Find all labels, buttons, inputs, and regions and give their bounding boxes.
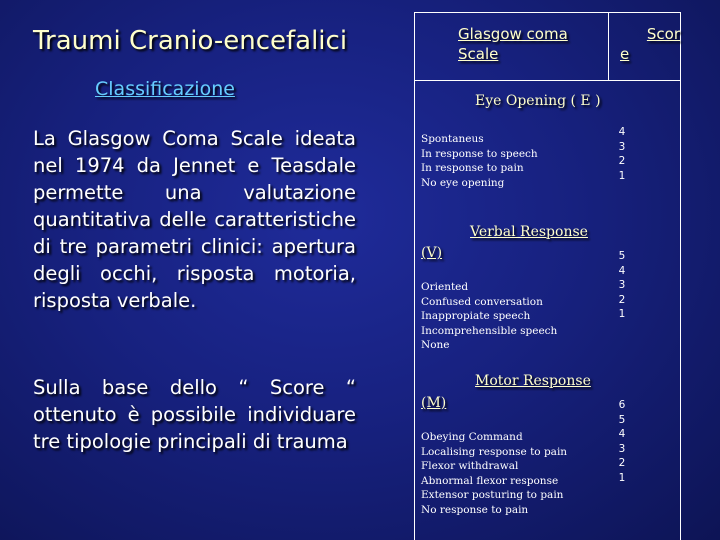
list-item: Extensor posturing to pain [421,489,564,502]
score-value: 3 [618,140,626,153]
verbal-section-title: Verbal Response [470,224,588,240]
score-value: 4 [618,126,626,138]
list-item: Inappropiate speech [421,310,531,323]
header-score-line2: e [620,45,630,63]
table-right-border [680,12,681,540]
score-value: 1 [618,308,626,321]
list-item: None [421,339,450,352]
slide-subtitle: Classificazione [95,78,235,100]
verbal-items [421,280,557,353]
slide-title: Traumi Cranio-encefalici [33,26,348,56]
score-value: 2 [618,457,626,470]
score-value: 2 [618,155,626,168]
list-item: No response to pain [421,503,529,516]
motor-scores [615,398,629,486]
score-paragraph: Sulla base dello “ Score “ ottenuto è possibile individuare tre tipologie principali di trauma [33,376,356,453]
score-value: 2 [618,293,626,306]
score-value: 6 [618,399,626,411]
eye-scores [615,125,629,183]
list-item: Incomprehensible speech [421,324,558,337]
list-item: Abnormal flexor response [421,474,559,487]
list-item: Oriented [421,281,469,293]
motor-items [421,430,567,518]
list-item: Flexor withdrawal [421,460,519,473]
list-item: Localising response to pain [421,445,568,458]
verbal-scores [615,249,629,322]
list-item: In response to pain [421,162,524,175]
table-top-border [414,12,681,13]
list-item: Spontaneus [421,133,484,145]
score-value: 5 [618,413,626,426]
motor-section-code: (M) [421,395,447,411]
score-value: 4 [618,428,626,441]
list-item: In response to speech [421,147,538,160]
score-value: 5 [618,250,626,262]
header-scale-name: Glasgow coma Scale [458,25,568,63]
header-divider [608,12,609,80]
score-value: 1 [618,169,626,182]
header-score-line1: Scor [646,25,680,43]
motor-section-title: Motor Response [475,373,591,389]
score-value: 3 [618,279,626,292]
eye-section-title: Eye Opening ( E ) [475,93,601,109]
header-score [620,24,680,64]
score-value: 1 [618,471,626,484]
intro-paragraph: La Glasgow Coma Scale ideata nel 1974 da Jennet e Teasdale permette una valutazione quantitativa delle caratteristiche di tre parametri clinici: apertura degli occhi, risposta motoria, risposta verbale. [33,127,356,312]
list-item: Confused conversation [421,295,543,308]
table-left-border [414,12,415,540]
eye-items [421,132,538,190]
header-bottom-border [414,80,681,81]
score-value: 3 [618,442,626,455]
list-item: No eye opening [421,176,505,189]
verbal-section-code: (V) [421,245,443,261]
list-item: Obeying Command [421,431,523,443]
score-value: 4 [618,264,626,277]
